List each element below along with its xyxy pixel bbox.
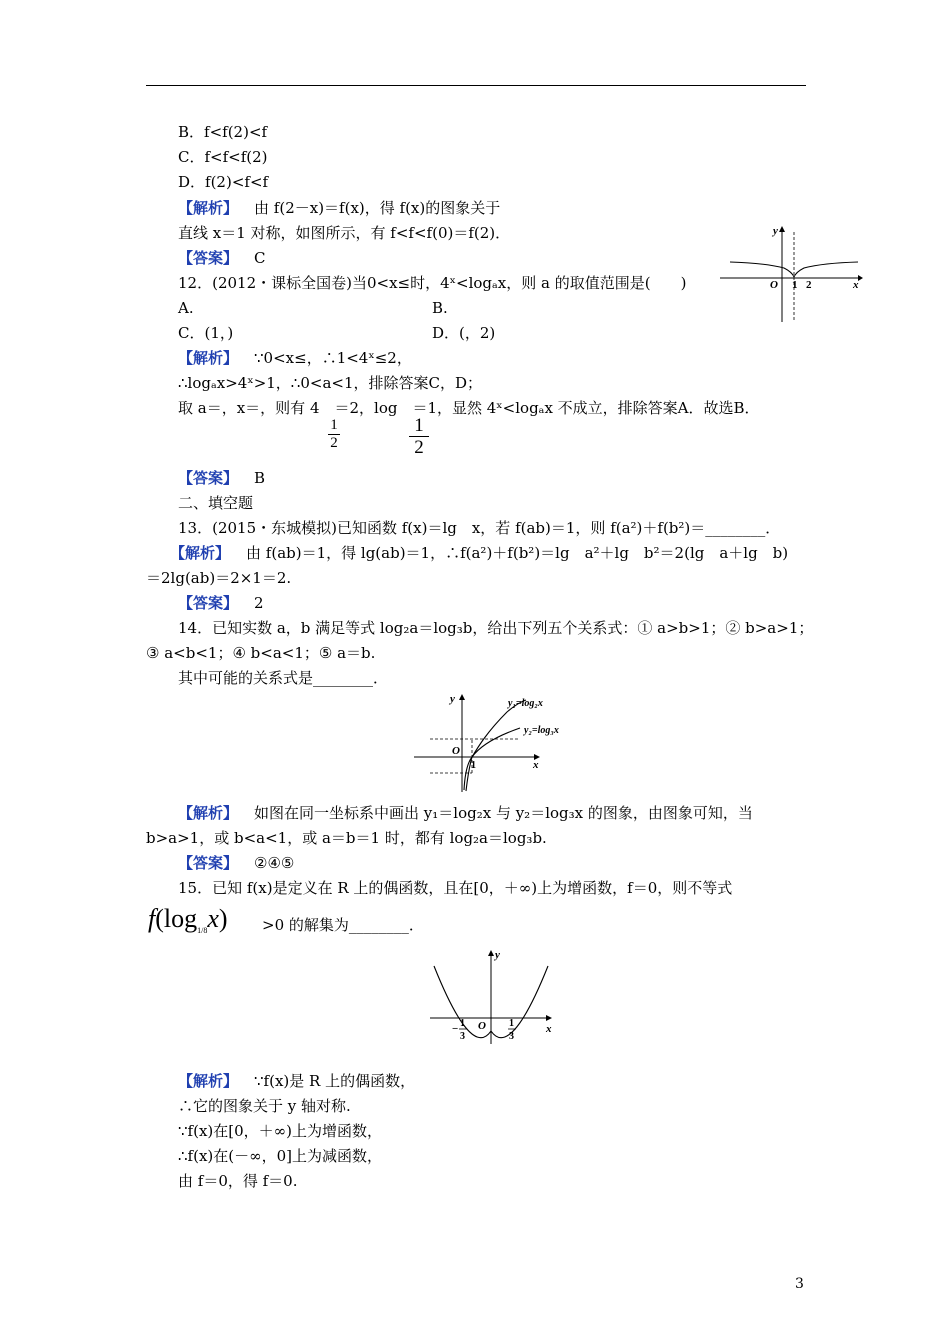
origin-label: O bbox=[770, 279, 778, 291]
fraction-numerator: 1 bbox=[330, 417, 338, 433]
fraction-denominator: 2 bbox=[330, 435, 338, 451]
neg-third-num: 1 bbox=[460, 1018, 465, 1029]
x-axis-arrow bbox=[858, 275, 863, 281]
y-axis-arrow bbox=[488, 950, 494, 956]
answer-tag: 【答案】 bbox=[178, 594, 239, 612]
q15-stem-line2: >0 的解集为________． bbox=[262, 916, 424, 934]
analysis-text: 由 f(2－x)＝f(x)，得 f(x)的图象关于 bbox=[254, 199, 501, 217]
legend-y1: y₁=log₂x bbox=[508, 698, 543, 709]
q12-option-d: D．(，2) bbox=[432, 324, 496, 342]
q14-analysis-line2: b>a>1，或 b<a<1，或 a＝b＝1 时，都有 log₂a＝log₃b. bbox=[146, 829, 547, 847]
tick-1: 1 bbox=[471, 760, 476, 771]
q13-analysis bbox=[170, 543, 788, 563]
analysis-tag: 【解析】 bbox=[170, 544, 231, 562]
analysis-text: ∵f(x)是 R 上的偶函数， bbox=[254, 1072, 416, 1090]
page-number: 3 bbox=[795, 1276, 804, 1292]
fraction-log-base bbox=[408, 416, 430, 457]
formula-log: log bbox=[163, 904, 198, 933]
tick-1: 1 bbox=[792, 279, 798, 291]
answer-text: C bbox=[254, 249, 266, 267]
formula-base-denominator: 8 bbox=[203, 926, 208, 936]
fraction-numerator: 1 bbox=[414, 415, 424, 436]
pos-third-den: 3 bbox=[509, 1031, 514, 1042]
option-b: B．f<f(2)<f bbox=[178, 123, 268, 141]
answer-text: B bbox=[254, 469, 266, 487]
y-axis-arrow bbox=[459, 694, 465, 700]
q14-analysis bbox=[178, 803, 753, 823]
q13-answer bbox=[178, 593, 264, 613]
q15-analysis-line4: ∴f(x)在(－∞，0]上为减函数， bbox=[178, 1147, 383, 1165]
q12-analysis-line3: 取 a＝，x＝，则有 4 ＝2，log ＝1，显然 4ˣ<logₐx 不成立，排除答案A．故选B． bbox=[178, 399, 760, 417]
analysis-text: ∵0<x≤，∴1<4ˣ≤2， bbox=[254, 349, 412, 367]
q15-stem: 15．已知 f(x)是定义在 R 上的偶函数，且在[0，＋∞)上为增函数，f＝0，则不等式 bbox=[178, 879, 733, 897]
analysis-text: 由 f(ab)＝1，得 lg(ab)＝1，∴f(a²)＋f(b²)＝lg a²＋lg b²＝2(lg a＋lg b) bbox=[246, 544, 789, 562]
x-axis-arrow bbox=[546, 1015, 552, 1021]
formula-base-numerator: 1 bbox=[197, 926, 202, 936]
q12-option-b: B. bbox=[432, 299, 448, 317]
header-rule bbox=[146, 85, 806, 86]
answer-tag: 【答案】 bbox=[178, 249, 239, 267]
y-label: y bbox=[450, 693, 455, 705]
q12-option-a: A. bbox=[178, 299, 194, 317]
q11-analysis-line2: 直线 x＝1 对称，如图所示，有 f<f<f(0)＝f(2)． bbox=[178, 224, 511, 242]
q11-analysis bbox=[178, 198, 500, 218]
analysis-tag: 【解析】 bbox=[178, 804, 239, 822]
figure-even-function bbox=[422, 946, 557, 1046]
answer-text: ②④⑤ bbox=[254, 854, 295, 872]
q13-stem: 13．(2015・东城模拟)已知函数 f(x)＝lg x，若 f(ab)＝1，则 f(a²)＋f(b²)＝________． bbox=[178, 519, 781, 537]
q11-answer bbox=[178, 248, 266, 268]
neg-third-den: 3 bbox=[460, 1031, 465, 1042]
y-label: y bbox=[773, 225, 778, 237]
q15-analysis-line5: 由 f＝0，得 f＝0. bbox=[178, 1172, 298, 1190]
q12-answer bbox=[178, 468, 265, 488]
analysis-tag: 【解析】 bbox=[178, 349, 239, 367]
answer-text: 2 bbox=[254, 594, 264, 612]
left-branch bbox=[730, 262, 794, 277]
q12-option-c: C．(1，) bbox=[178, 324, 234, 342]
q15-analysis-line2: ∴它的图象关于 y 轴对称. bbox=[178, 1097, 351, 1115]
q15-analysis bbox=[178, 1071, 415, 1091]
analysis-tag: 【解析】 bbox=[178, 199, 239, 217]
analysis-tag: 【解析】 bbox=[178, 1072, 239, 1090]
x-label: x bbox=[546, 1023, 552, 1035]
y-label: y bbox=[495, 949, 500, 961]
answer-tag: 【答案】 bbox=[178, 469, 239, 487]
origin-label: O bbox=[478, 1020, 486, 1032]
fraction-exponent bbox=[326, 418, 342, 451]
curve-log2 bbox=[464, 700, 526, 790]
q14-answer bbox=[178, 853, 294, 873]
formula-paren-close: ) bbox=[218, 904, 228, 933]
section-heading: 二、填空题 bbox=[178, 494, 254, 512]
formula-paren-open: ( bbox=[155, 904, 164, 933]
figure-symmetric-log-graph bbox=[720, 222, 865, 324]
option-d: D．f(2)<f<f bbox=[178, 173, 269, 191]
tick-2: 2 bbox=[806, 279, 812, 291]
right-branch bbox=[794, 262, 858, 277]
x-label: x bbox=[853, 279, 859, 291]
answer-tag: 【答案】 bbox=[178, 854, 239, 872]
q12-analysis-line2: ∴logₐx>4ˣ>1，∴0<a<1，排除答案C，D； bbox=[178, 374, 483, 392]
figure-two-log-curves bbox=[412, 692, 572, 794]
log-formula: $f(\log_{1/8}x)$ bbox=[148, 904, 228, 936]
x-label: x bbox=[533, 759, 539, 771]
option-c: C．f<f<f(2) bbox=[178, 148, 268, 166]
q12-stem: 12．(2012・课标全国卷)当0<x≤时，4ˣ<logₐx，则 a 的取值范围是( ) bbox=[178, 274, 687, 292]
formula-x: x bbox=[207, 904, 219, 933]
q15-analysis-line3: ∵f(x)在[0，＋∞)上为增函数， bbox=[178, 1122, 383, 1140]
q12-analysis bbox=[178, 348, 412, 368]
fraction-denominator: 2 bbox=[414, 437, 424, 458]
q14-stem-line3: 其中可能的关系式是________． bbox=[178, 669, 389, 687]
q14-stem: 14．已知实数 a，b 满足等式 log₂a＝log₃b，给出下列五个关系式：① a>b>1；② b>a>1； bbox=[178, 619, 814, 637]
pos-third-num: 1 bbox=[509, 1018, 514, 1029]
y-axis-arrow bbox=[779, 226, 785, 232]
origin-label: O bbox=[452, 745, 460, 757]
q14-stem-line2: ③ a<b<1；④ b<a<1；⑤ a＝b. bbox=[146, 644, 376, 662]
formula-f: f bbox=[148, 904, 156, 933]
analysis-text: 如图在同一坐标系中画出 y₁＝log₂x 与 y₂＝log₃x 的图象，由图象可知，当 bbox=[254, 804, 753, 822]
neg-sign: − bbox=[452, 1023, 459, 1035]
legend-y2: y₂=log₃x bbox=[524, 725, 559, 736]
q13-analysis-line2: ＝2lg(ab)＝2×1＝2. bbox=[146, 569, 292, 587]
